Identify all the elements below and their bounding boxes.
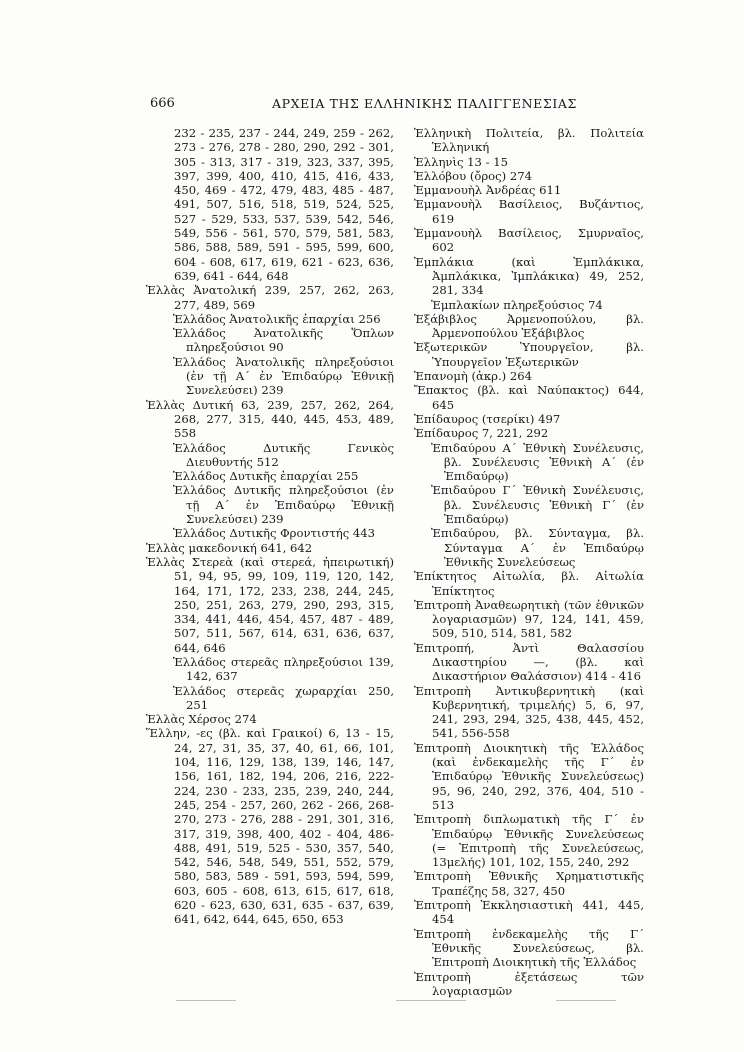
index-entry: Ἐπιτροπή, Ἀντὶ Θαλασσίου Δικαστηρίου —, (βλ. καὶ Δικαστήριον Θαλάσσιον) 414 - 416 — [414, 640, 644, 684]
index-entry: Ἐπιτροπὴ ἐνδεκαμελὴς τῆς Γ΄ Ἐθνικῆς Συνελεύσεως, βλ. Ἐπιτροπὴ Διοικητικὴ τῆς Ἑλλάδος — [414, 926, 644, 970]
index-entry: Ἐξωτερικῶν Ὑπουργεῖον, βλ. Ὑπουργεῖον Ἐξωτερικῶν — [414, 340, 644, 369]
running-header — [150, 96, 610, 116]
index-entry: Ἑλλὰς Στερεὰ (καὶ στερεά, ἠπειρωτική) 51, 94, 95, 99, 109, 119, 120, 142, 164, 171, 172, 233, 238, 244, 245, 250, 251, 263, 279, 290, 293, 315, 334, 441, 446, 454, 457, 487 - 489, 507, 511, 567, 614, 631, 636, 637, 644, 646 — [146, 554, 394, 655]
index-entry: Ἔπακτος (βλ. καὶ Ναύπακτος) 644, 645 — [414, 383, 644, 412]
index-entry: Ἑλληνικὴ Πολιτεία, βλ. Πολιτεία Ἑλληνική — [414, 126, 644, 155]
index-entry: Ἐπίδαυρος 7, 221, 292 — [414, 426, 549, 441]
index-entry: Ἐμμανουὴλ Βασίλειος, Βυζάντιος, 619 — [414, 197, 644, 226]
index-subentry: Ἑλλάδος Δυτικῆς Γενικὸς Διευθυντής 512 — [173, 440, 394, 469]
index-subentry: Ἑλλάδος Δυτικῆς ἐπαρχίαι 255 — [173, 469, 359, 484]
left-index-column — [146, 126, 394, 927]
index-entry: Ἐπιτροπὴ διπλωματικὴ τῆς Γ΄ ἐν Ἐπιδαύρῳ Ἐθνικῆς Συνελεύσεως (= Ἐπιτροπὴ τῆς Συνελεύσεως, 13μελής) 101, 102, 155, 240, 292 — [414, 812, 644, 870]
index-subentry: Ἐπιδαύρου Γ΄ Ἐθνικὴ Συνέλευσις, βλ. Συνέλευσις Ἐθνικὴ Γ΄ (ἐν Ἐπιδαύρῳ) — [431, 483, 644, 527]
right-index-column — [414, 126, 644, 998]
index-entry: Ἐπιτροπὴ Διοικητικὴ τῆς Ἑλλάδος (καὶ ἐνδεκαμελὴς τῆς Γ΄ ἐν Ἐπιδαύρῳ Ἐθνικῆς Συνελεύσεως) 95, 96, 240, 292, 376, 404, 510 - 513 — [414, 740, 644, 812]
index-subentry: Ἑλλάδος στερεᾶς πληρεξούσιοι 139, 142, 637 — [173, 654, 394, 684]
index-subentry: Ἐμπλακίων πληρεξούσιος 74 — [431, 297, 603, 312]
index-entry: Ἐπίκτητος Αἰτωλία, βλ. Αἰτωλία Ἐπίκτητος — [414, 569, 644, 598]
index-entry: Ἑλλὰς μακεδονική 641, 642 — [146, 540, 313, 555]
index-subentry: Ἑλλάδος Δυτικῆς Φροντιστής 443 — [173, 526, 376, 541]
page-number: 666 — [150, 96, 175, 111]
index-subentry: Ἑλλάδος Ἀνατολικῆς πληρεξούσιοι (ἐν τῇ Α΄ ἐν Ἐπιδαύρῳ Ἐθνικῇ Συνελεύσει) 239 — [173, 354, 394, 398]
index-entry: Ἐπανομὴ (ἀκρ.) 264 — [414, 369, 532, 384]
index-entry: Ἐπιτροπὴ Ἀντικυβερνητικὴ (καὶ Κυβερνητική, τριμελής) 5, 6, 97, 241, 293, 294, 325, 438, 445, 452, 541, 556-558 — [414, 683, 644, 741]
footer-rules — [176, 1000, 626, 1002]
index-entry: Ἐπιτροπὴ ἐξετάσεως τῶν λογαριασμῶν — [414, 969, 644, 998]
index-entry: Ἑλλόβου (ὄρος) 274 — [414, 168, 532, 183]
running-title: ΑΡΧΕΙΑ ΤΗΣ ΕΛΛΗΝΙΚΗΣ ΠΑΛΙΓΓΕΝΕΣΙΑΣ — [272, 96, 577, 111]
index-entry: Ἐπιτροπὴ Ἐκκλησιαστικὴ 441, 445, 454 — [414, 898, 644, 927]
footer-rule — [176, 1000, 236, 1001]
index-subentry: Ἑλλάδος στερεᾶς χωραρχίαι 250, 251 — [173, 683, 394, 712]
index-entry: Ἐξάβιβλος Ἀρμενοπούλου, βλ. Ἀρμενοπούλου Ἐξάβιβλος — [414, 311, 644, 341]
index-entry: Ἐπιτροπὴ Ἐθνικῆς Χρηματιστικῆς Τραπέζης 58, 327, 450 — [414, 869, 644, 898]
footer-rule — [396, 1000, 466, 1001]
index-entry: Ἐμμανουὴλ Ἀνδρέας 611 — [414, 183, 562, 198]
footer-rule — [556, 1000, 616, 1001]
index-subentry: Ἑλλάδος Ἀνατολικῆς Ὅπλων πληρεξούσιοι 90 — [173, 326, 394, 355]
index-subentry: Ἐπιδαύρου, βλ. Σύνταγμα, βλ. Σύνταγμα Α΄ ἐν Ἐπιδαύρῳ Ἐθνικῆς Συνελεύσεως — [431, 526, 644, 569]
index-entry: Ἑλλὰς Ἀνατολική 239, 257, 262, 263, 277, 489, 569 — [146, 283, 394, 312]
index-subentry: Ἑλλάδος Δυτικῆς πληρεξούσιοι (ἐν τῇ Α΄ ἐν Ἐπιδαύρῳ Ἐθνικῇ Συνελεύσει) 239 — [173, 483, 394, 527]
index-entry: Ἐπιτροπὴ Ἀναθεωρητικὴ (τῶν ἐθνικῶν λογαριασμῶν) 97, 124, 141, 459, 509, 510, 514, 581, 582 — [414, 597, 644, 641]
index-entry: 232 - 235, 237 - 244, 249, 259 - 262, 273 - 276, 278 - 280, 290, 292 - 301, 305 - 313, 317 - 319, 323, 337, 395, 397, 399, 400, 410, 415, 416, 433, 450, 469 - 472, 479, 483, 485 - 487, 491, 507, 516, 518, 519, 524, 525, 527 - 529, 533, 537, 539, 542, 546, 549, 556 - 561, 570, 579, 581, 583, 586, 588, 589, 591 - 595, 599, 600, 604 - 608, 617, 619, 621 - 623, 636, 639, 641 - 644, 648 — [174, 126, 394, 283]
index-entry: Ἐπίδαυρος (τσερίκι) 497 — [414, 411, 561, 426]
index-entry: Ἑλληνὶς 13 - 15 — [414, 154, 508, 169]
index-entry: Ἕλλην, -ες (βλ. καὶ Γραικοί) 6, 13 - 15, 24, 27, 31, 35, 37, 40, 61, 66, 101, 104, 116, 129, 138, 139, 146, 147, 156, 161, 182, 194, 206, 216, 222-224, 230 - 233, 235, 239, 240, 244, 245, 254 - 257, 260, 262 - 266, 268-270, 273 - 276, 288 - 291, 301, 316, 317, 319, 398, 400, 402 - 404, 486-488, 491, 519, 525 - 530, 357, 540, 542, 546, 548, 549, 551, 552, 579, 580, 583, 589 - 591, 593, 594, 599, 603, 605 - 608, 613, 615, 617, 618, 620 - 623, 630, 631, 635 - 637, 639, 641, 642, 644, 645, 650, 653 — [146, 726, 394, 927]
index-subentry: Ἐπιδαύρου Α΄ Ἐθνικὴ Συνέλευσις, βλ. Συνέλευσις Ἐθνικὴ Α΄ (ἐν Ἐπιδαύρῳ) — [431, 440, 644, 484]
index-entry: Ἑλλὰς Δυτική 63, 239, 257, 262, 264, 268, 277, 315, 440, 445, 453, 489, 558 — [146, 397, 394, 441]
index-subentry: Ἑλλάδος Ἀνατολικῆς ἐπαρχίαι 256 — [173, 311, 381, 326]
index-entry: Ἐμμανουὴλ Βασίλειος, Σμυρναῖος, 602 — [414, 226, 644, 255]
index-entry: Ἑλλὰς Χέρσος 274 — [146, 712, 257, 727]
index-entry: Ἐμπλάκια (καὶ Ἐμπλάκικα, Ἀμπλάκικα, Ἰμπλάκικα) 49, 252, 281, 334 — [414, 254, 644, 298]
